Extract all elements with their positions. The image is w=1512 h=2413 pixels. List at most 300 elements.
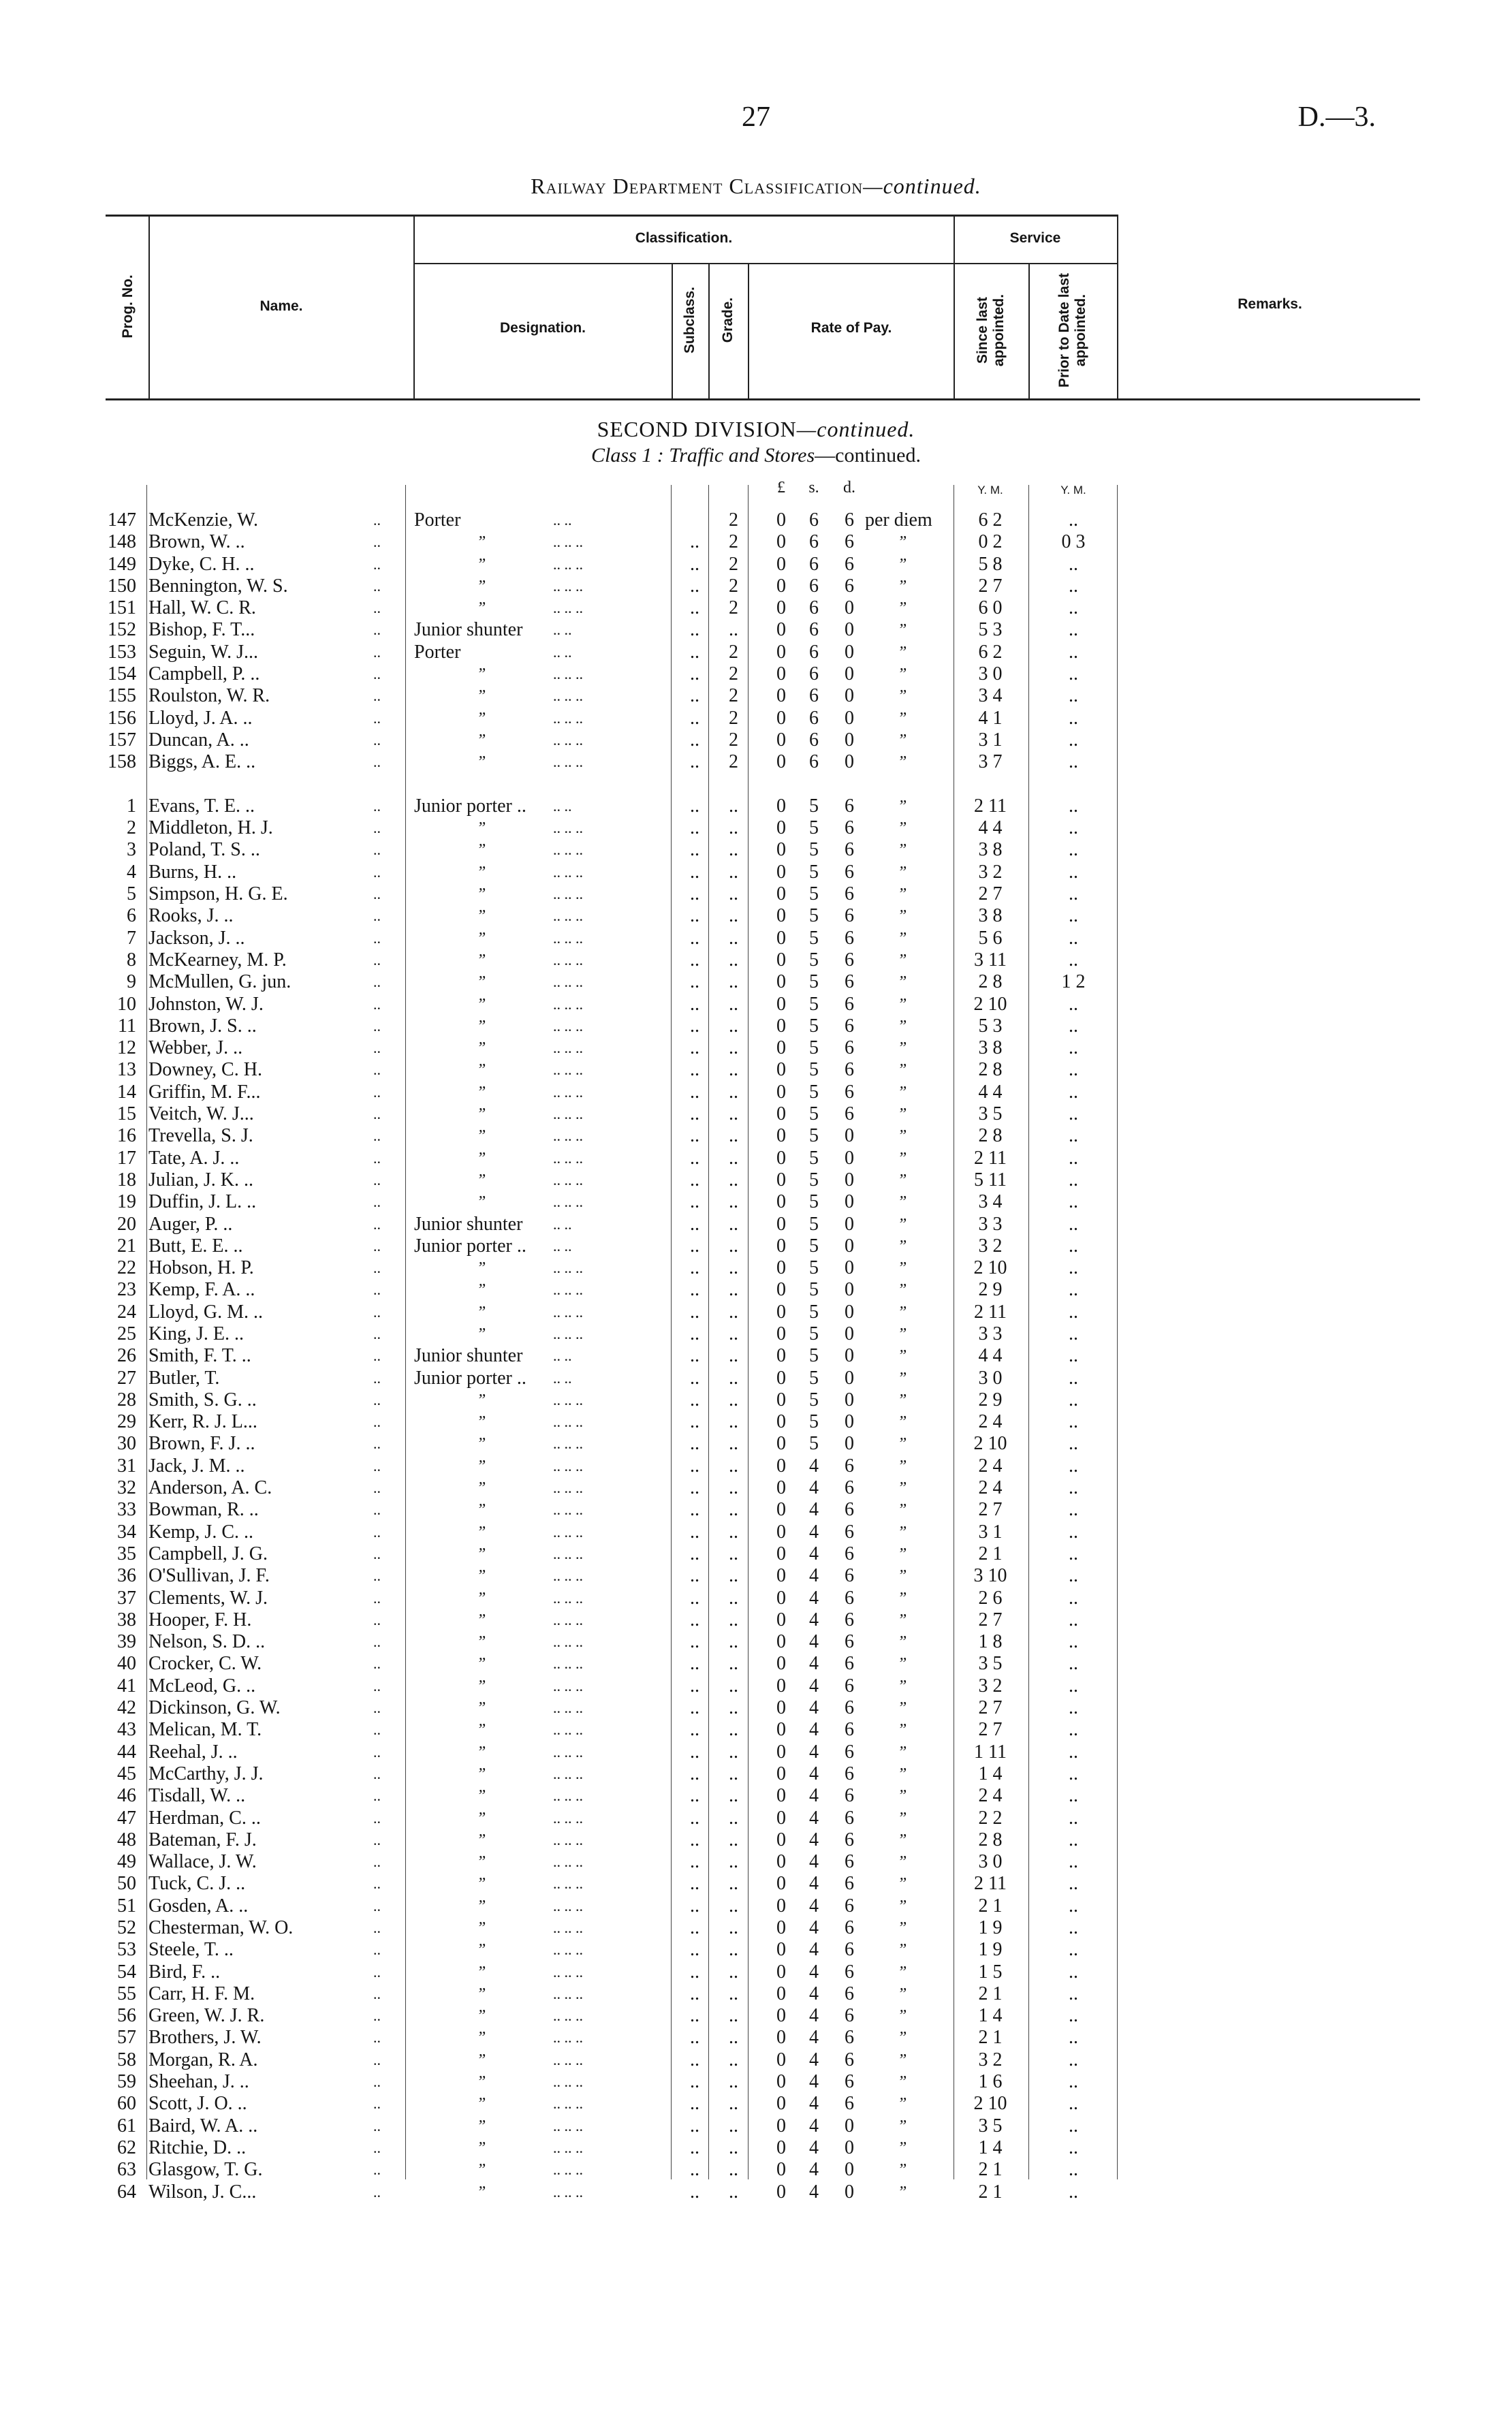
service-since-cell: 3 2	[978, 861, 1003, 883]
pay-note-cell: ”	[898, 731, 907, 749]
employee-name-cell: Middleton, H. J.	[148, 817, 273, 839]
prior-unit: Y. M.	[1060, 484, 1086, 496]
prog-number-cell: 154	[108, 663, 136, 685]
leader-dots: .. .. ..	[553, 577, 583, 595]
designation-cell: ”	[477, 1677, 486, 1695]
pay-shillings-cell: 6	[809, 509, 819, 531]
designation-cell: ”	[477, 1655, 486, 1673]
service-since-cell: 2 10	[973, 993, 1007, 1015]
employee-name-cell: Smith, S. G. ..	[148, 1389, 257, 1410]
table-row	[0, 1719, 1512, 1741]
prog-number-cell: 12	[117, 1037, 136, 1059]
leader-dots: .. .. ..	[553, 1127, 583, 1145]
leader-dots: .. .. ..	[553, 555, 583, 573]
service-prior-cell: ..	[1069, 1895, 1078, 1917]
grade-cell: ..	[729, 1367, 738, 1389]
grade-cell: 2	[729, 597, 738, 619]
service-prior-cell: 0 3	[1061, 531, 1086, 553]
service-prior-cell: ..	[1069, 2181, 1078, 2203]
pay-note-cell: ”	[898, 1325, 907, 1343]
service-since-cell: 2 7	[978, 1719, 1003, 1741]
subclass-cell: ..	[690, 839, 699, 861]
pay-note-cell: ”	[898, 1523, 907, 1541]
pay-note-cell: ”	[898, 1237, 907, 1255]
leader-dots: .. .. ..	[553, 1589, 583, 1607]
service-since-cell: 2 11	[974, 1873, 1007, 1895]
pay-note-cell: ”	[898, 973, 907, 992]
table-row	[0, 2093, 1512, 2115]
leader-dots: ..	[373, 1875, 381, 1893]
pay-pounds-cell: 0	[776, 619, 786, 641]
subclass-cell: ..	[690, 1235, 699, 1257]
pay-note-cell: ”	[898, 2095, 907, 2113]
service-since-cell: 1 8	[978, 1631, 1003, 1653]
service-prior-cell: ..	[1069, 1961, 1078, 1983]
pay-note-cell: ”	[898, 1655, 907, 1673]
designation-cell: ”	[477, 1897, 486, 1915]
prog-number-cell: 22	[117, 1257, 136, 1279]
leader-dots: ..	[373, 1325, 381, 1342]
pay-pence-cell: 6	[845, 993, 854, 1015]
pay-pence-cell: 0	[845, 1279, 854, 1301]
pay-note-cell: ”	[898, 1787, 907, 1805]
prog-number-cell: 60	[117, 2093, 136, 2115]
grade-cell: ..	[729, 2027, 738, 2049]
employee-name-cell: Brown, F. J. ..	[148, 1433, 255, 1455]
table-row	[0, 1103, 1512, 1125]
service-prior-cell: ..	[1069, 1279, 1078, 1301]
subclass-cell: ..	[690, 619, 699, 641]
subclass-cell: ..	[690, 905, 699, 927]
grade-cell: ..	[729, 817, 738, 839]
prog-number-cell: 21	[117, 1235, 136, 1257]
leader-dots: .. .. ..	[553, 1413, 583, 1431]
service-since-cell: 3 1	[978, 1521, 1003, 1543]
table-row	[0, 509, 1512, 531]
table-row	[0, 1433, 1512, 1455]
employee-name-cell: Glasgow, T. G.	[148, 2159, 263, 2181]
designation-cell: ”	[477, 1875, 486, 1893]
designation-cell: Junior shunter	[414, 1213, 523, 1235]
service-since-cell: 1 9	[978, 1939, 1003, 1961]
grade-cell: ..	[729, 1895, 738, 1917]
pay-shillings-cell: 4	[809, 1653, 819, 1675]
service-prior-cell: ..	[1069, 883, 1078, 905]
service-prior-cell: ..	[1069, 1565, 1078, 1587]
service-prior-cell: ..	[1069, 2071, 1078, 2093]
pay-pence-cell: 0	[845, 2136, 854, 2158]
pay-shillings-cell: 4	[809, 2071, 819, 2093]
leader-dots: ..	[373, 599, 381, 617]
prog-number-cell: 51	[117, 1895, 136, 1917]
designation-cell: ”	[477, 1105, 486, 1124]
leader-dots: ..	[373, 2007, 381, 2025]
pay-pence-cell: 0	[845, 1301, 854, 1323]
pay-pence-cell: 6	[845, 2005, 854, 2027]
pay-shillings-cell: 4	[809, 2181, 819, 2203]
page-number: 27	[742, 101, 770, 133]
pay-note-cell: ”	[898, 643, 907, 661]
pence-unit: d.	[843, 479, 855, 496]
service-prior-cell: ..	[1069, 2093, 1078, 2115]
leader-dots: .. .. ..	[553, 1501, 583, 1519]
heading-main: Railway Department Classification	[531, 174, 864, 198]
table-row	[0, 1323, 1512, 1345]
grade-cell: 2	[729, 663, 738, 685]
prog-number-cell: 13	[117, 1059, 136, 1081]
employee-name-cell: Seguin, W. J...	[148, 641, 259, 663]
leader-dots: ..	[373, 2029, 381, 2047]
table-row	[0, 1411, 1512, 1433]
employee-name-cell: McKenzie, W.	[148, 509, 258, 531]
grade-cell: ..	[729, 927, 738, 949]
service-prior-cell: ..	[1069, 1345, 1078, 1367]
pay-pounds-cell: 0	[776, 1455, 786, 1477]
service-prior-cell: ..	[1069, 1785, 1078, 1807]
pay-pounds-cell: 0	[776, 1785, 786, 1807]
pay-note-cell: ”	[898, 2161, 907, 2179]
pay-note-cell: ”	[898, 1919, 907, 1937]
leader-dots: .. ..	[553, 643, 572, 661]
pay-shillings-cell: 4	[809, 1675, 819, 1697]
grade-cell: ..	[729, 1455, 738, 1477]
pay-pounds-cell: 0	[776, 1411, 786, 1433]
pay-pence-cell: 6	[845, 1807, 854, 1829]
pay-pounds-cell: 0	[776, 2093, 786, 2115]
pay-shillings-cell: 6	[809, 597, 819, 619]
service-prior-cell: ..	[1069, 2136, 1078, 2158]
employee-name-cell: Morgan, R. A.	[148, 2049, 258, 2070]
prog-number-cell: 4	[127, 861, 136, 883]
table-row	[0, 928, 1512, 949]
pay-shillings-cell: 5	[809, 1279, 819, 1301]
designation-cell: ”	[477, 1545, 486, 1563]
grade-cell: 2	[729, 509, 738, 531]
grade-cell: ..	[729, 949, 738, 971]
service-prior-cell: ..	[1069, 685, 1078, 707]
leader-dots: .. .. ..	[553, 1853, 583, 1871]
pay-pence-cell: 0	[845, 597, 854, 619]
service-prior-cell: 1 2	[1061, 971, 1086, 993]
pay-pence-cell: 6	[845, 1521, 854, 1543]
subclass-cell: ..	[690, 1125, 699, 1147]
pay-pounds-cell: 0	[776, 2136, 786, 2158]
table-row	[0, 1214, 1512, 1235]
prog-number-cell: 7	[127, 927, 136, 949]
pay-shillings-cell: 5	[809, 971, 819, 993]
leader-dots: .. .. ..	[553, 2007, 583, 2025]
pay-pence-cell: 6	[845, 839, 854, 861]
pay-note-cell: ”	[898, 1545, 907, 1563]
subclass-cell: ..	[690, 1543, 699, 1564]
header-bottom-rule	[106, 398, 1420, 400]
leader-dots: .. .. ..	[553, 2183, 583, 2201]
table-row	[0, 1829, 1512, 1851]
leader-dots: ..	[373, 1897, 381, 1914]
subclass-cell: ..	[690, 949, 699, 971]
pay-pence-cell: 0	[845, 751, 854, 773]
leader-dots: .. .. ..	[553, 2073, 583, 2091]
subclass-cell: ..	[690, 1389, 699, 1410]
subclass-cell: ..	[690, 2071, 699, 2093]
pay-note-cell: ”	[898, 2007, 907, 2025]
header-remarks: Remarks.	[1238, 296, 1302, 312]
table-row	[0, 1037, 1512, 1059]
subclass-cell: ..	[690, 2005, 699, 2027]
pay-note-cell: ”	[898, 1105, 907, 1124]
leader-dots: ..	[373, 731, 381, 748]
grade-cell: ..	[729, 2181, 738, 2203]
employee-name-cell: Kemp, F. A. ..	[148, 1279, 255, 1301]
subclass-cell: ..	[690, 1895, 699, 1917]
pay-note-cell: ”	[898, 1633, 907, 1652]
pay-shillings-cell: 5	[809, 1015, 819, 1037]
service-since-cell: 3 5	[978, 2115, 1003, 2136]
table-row	[0, 663, 1512, 685]
subclass-cell: ..	[690, 1257, 699, 1279]
leader-dots: .. .. ..	[553, 1149, 583, 1167]
table-row	[0, 2159, 1512, 2181]
grade-cell: ..	[729, 1147, 738, 1169]
grade-cell: ..	[729, 1917, 738, 1938]
pay-pounds-cell: 0	[776, 883, 786, 905]
subclass-cell: ..	[690, 1037, 699, 1059]
employee-name-cell: Downey, C. H.	[148, 1059, 262, 1081]
pay-pence-cell: 0	[845, 1213, 854, 1235]
service-since-cell: 4 4	[978, 1081, 1003, 1103]
pay-pence-cell: 6	[845, 1697, 854, 1719]
table-row	[0, 1675, 1512, 1697]
pay-pence-cell: 0	[845, 685, 854, 707]
pay-note-cell: ”	[898, 753, 907, 772]
prog-number-cell: 62	[117, 2136, 136, 2158]
pay-note-cell: ”	[898, 621, 907, 640]
pay-shillings-cell: 4	[809, 1719, 819, 1741]
service-prior-cell: ..	[1069, 2049, 1078, 2070]
subclass-cell: ..	[690, 2115, 699, 2136]
leader-dots: .. .. ..	[553, 1039, 583, 1057]
employee-name-cell: Crocker, C. W.	[148, 1653, 262, 1675]
service-prior-cell: ..	[1069, 1367, 1078, 1389]
pay-pence-cell: 6	[845, 1895, 854, 1917]
table-row	[0, 708, 1512, 729]
grade-cell: 2	[729, 575, 738, 597]
pay-note-cell: ”	[898, 2073, 907, 2092]
leader-dots: .. .. ..	[553, 1435, 583, 1453]
pay-note-cell: ”	[898, 1699, 907, 1718]
header-rate-of-pay: Rate of Pay.	[810, 320, 892, 336]
leader-dots: ..	[373, 555, 381, 573]
service-since-cell: 1 11	[974, 1741, 1007, 1763]
prog-number-cell: 33	[117, 1499, 136, 1521]
designation-cell: ”	[477, 2095, 486, 2113]
service-since-cell: 2 10	[973, 1433, 1007, 1455]
service-since-cell: 3 0	[978, 663, 1003, 685]
designation-cell: ”	[477, 1039, 486, 1058]
service-since-cell: 2 11	[974, 1301, 1007, 1323]
pay-pence-cell: 6	[845, 1917, 854, 1938]
leader-dots: .. .. ..	[553, 1281, 583, 1299]
grade-cell: ..	[729, 1829, 738, 1850]
service-prior-cell: ..	[1069, 1081, 1078, 1103]
pay-pence-cell: 6	[845, 795, 854, 817]
pay-pence-cell: 6	[845, 1103, 854, 1125]
service-since-cell: 2 2	[978, 1807, 1003, 1829]
pay-shillings-cell: 4	[809, 1895, 819, 1917]
designation-cell: ”	[477, 1391, 486, 1409]
service-prior-cell: ..	[1069, 1983, 1078, 2004]
table-row	[0, 1148, 1512, 1169]
leader-dots: ..	[373, 1061, 381, 1079]
grade-cell: 2	[729, 553, 738, 575]
service-prior-cell: ..	[1069, 1609, 1078, 1630]
table-row	[0, 1455, 1512, 1477]
header-classification: Classification.	[635, 230, 733, 246]
grade-cell: ..	[729, 1983, 738, 2004]
service-since-cell: 3 4	[978, 685, 1003, 707]
leader-dots: .. .. ..	[553, 1941, 583, 1959]
designation-cell: ”	[477, 533, 486, 552]
employee-name-cell: Gosden, A. ..	[148, 1895, 249, 1917]
leader-dots: ..	[373, 1127, 381, 1145]
service-since-cell: 4 4	[978, 817, 1003, 839]
employee-name-cell: Butt, E. E. ..	[148, 1235, 243, 1257]
table-row	[0, 817, 1512, 839]
leader-dots: .. ..	[553, 511, 572, 529]
subclass-cell: ..	[690, 1279, 699, 1301]
leader-dots: .. .. ..	[553, 907, 583, 925]
header-since-last: Since last appointed.	[975, 294, 1007, 367]
grade-cell: ..	[729, 2005, 738, 2027]
subclass-cell: ..	[690, 1213, 699, 1235]
pay-note-cell: ”	[898, 1149, 907, 1167]
designation-cell: ”	[477, 2139, 486, 2157]
leader-dots: .. .. ..	[553, 1963, 583, 1981]
leader-dots: .. .. ..	[553, 929, 583, 947]
table-row	[0, 1697, 1512, 1719]
subclass-cell: ..	[690, 2049, 699, 2070]
service-prior-cell: ..	[1069, 707, 1078, 729]
grade-cell: 2	[729, 751, 738, 773]
service-since-cell: 2 1	[978, 1895, 1003, 1917]
pay-shillings-cell: 6	[809, 641, 819, 663]
designation-cell: Porter	[414, 509, 461, 531]
pay-shillings-cell: 5	[809, 861, 819, 883]
service-since-cell: 3 5	[978, 1103, 1003, 1125]
service-since-cell: 3 0	[978, 1367, 1003, 1389]
service-prior-cell: ..	[1069, 795, 1078, 817]
pay-shillings-cell: 5	[809, 1389, 819, 1410]
pay-note-cell: ”	[898, 1765, 907, 1783]
service-prior-cell: ..	[1069, 1807, 1078, 1829]
designation-cell: ”	[477, 929, 486, 947]
table-row	[0, 1499, 1512, 1521]
grade-cell: ..	[729, 1807, 738, 1829]
subclass-cell: ..	[690, 1015, 699, 1037]
pay-note-cell: ”	[898, 1875, 907, 1893]
pay-pounds-cell: 0	[776, 1807, 786, 1829]
table-row	[0, 949, 1512, 971]
leader-dots: .. .. ..	[553, 2051, 583, 2068]
leader-dots: ..	[373, 1545, 381, 1562]
service-prior-cell: ..	[1069, 663, 1078, 685]
table-row	[0, 971, 1512, 993]
subclass-cell: ..	[690, 1477, 699, 1499]
leader-dots: ..	[373, 1853, 381, 1871]
leader-dots: ..	[373, 1985, 381, 2002]
service-prior-cell: ..	[1069, 619, 1078, 641]
pay-pence-cell: 6	[845, 1851, 854, 1873]
pay-shillings-cell: 5	[809, 1037, 819, 1059]
prog-number-cell: 150	[108, 575, 136, 597]
pay-shillings-cell: 4	[809, 1785, 819, 1807]
subclass-cell: ..	[690, 531, 699, 553]
pay-pence-cell: 6	[845, 905, 854, 927]
prog-number-cell: 44	[117, 1741, 136, 1763]
service-prior-cell: ..	[1069, 1719, 1078, 1741]
leader-dots: ..	[373, 1259, 381, 1277]
pay-pounds-cell: 0	[776, 993, 786, 1015]
designation-cell: ”	[477, 2073, 486, 2092]
employee-name-cell: Campbell, P. ..	[148, 663, 260, 685]
subclass-cell: ..	[690, 1741, 699, 1763]
table-row	[0, 1917, 1512, 1939]
grade-cell: ..	[729, 1103, 738, 1125]
pay-shillings-cell: 5	[809, 1323, 819, 1344]
service-prior-cell: ..	[1069, 1147, 1078, 1169]
employee-name-cell: Jack, J. M. ..	[148, 1455, 245, 1477]
employee-name-cell: Rooks, J. ..	[148, 905, 234, 927]
prog-number-cell: 155	[108, 685, 136, 707]
subclass-cell: ..	[690, 1521, 699, 1543]
designation-cell: ”	[477, 1149, 486, 1167]
subclass-cell: ..	[690, 1345, 699, 1367]
header-designation: Designation.	[499, 320, 586, 336]
pay-shillings-cell: 4	[809, 1829, 819, 1850]
designation-cell: ”	[477, 973, 486, 992]
division-name: SECOND DIVISION	[597, 417, 797, 441]
pay-pounds-cell: 0	[776, 2027, 786, 2049]
subclass-cell: ..	[690, 707, 699, 729]
leader-dots: ..	[373, 2095, 381, 2113]
leader-dots: .. .. ..	[553, 1809, 583, 1827]
leader-dots: ..	[373, 841, 381, 859]
pay-note-cell: ”	[898, 1193, 907, 1212]
grade-cell: 2	[729, 729, 738, 751]
pay-shillings-cell: 5	[809, 1257, 819, 1279]
header-name: Name.	[259, 298, 303, 314]
grade-cell: 2	[729, 707, 738, 729]
service-prior-cell: ..	[1069, 839, 1078, 861]
table-row	[0, 554, 1512, 575]
subclass-cell: ..	[690, 883, 699, 905]
pay-pounds-cell: 0	[776, 1719, 786, 1741]
grade-cell: ..	[729, 1433, 738, 1455]
employee-table-body	[0, 509, 1512, 2203]
designation-cell: ”	[477, 1567, 486, 1586]
grade-cell: ..	[729, 1169, 738, 1190]
employee-name-cell: Evans, T. E. ..	[148, 795, 255, 817]
service-prior-cell: ..	[1069, 509, 1078, 531]
pay-note-cell: ”	[898, 1391, 907, 1409]
pay-note-cell: ”	[898, 1853, 907, 1872]
leader-dots: .. .. ..	[553, 1677, 583, 1694]
leader-dots: ..	[373, 1303, 381, 1321]
employee-name-cell: Kerr, R. J. L...	[148, 1411, 257, 1433]
pay-note-cell: ”	[898, 1743, 907, 1761]
prog-number-cell: 19	[117, 1191, 136, 1213]
leader-dots: ..	[373, 709, 381, 727]
